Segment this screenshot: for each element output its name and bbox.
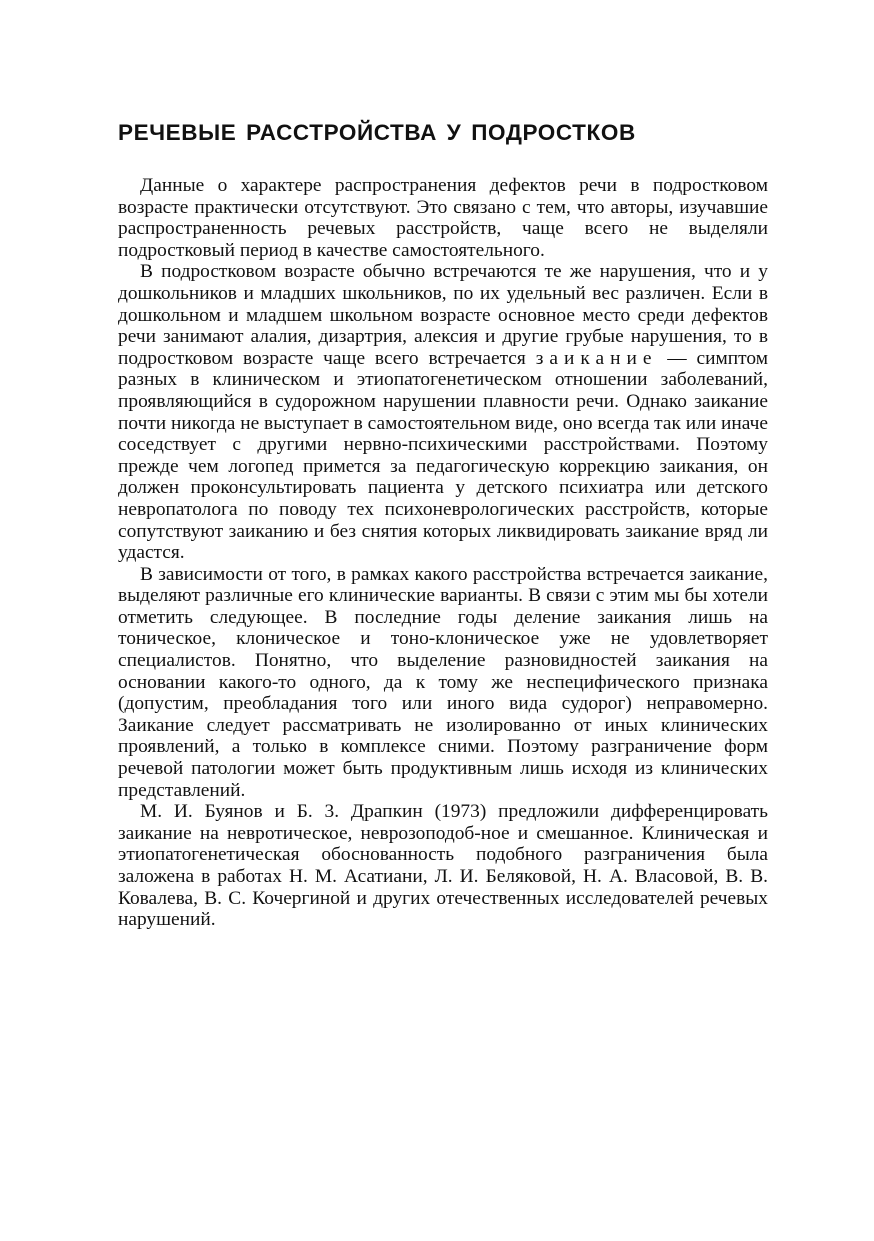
paragraph-3: В зависимости от того, в рамках какого расстройства встречается заикание, выделяют различные его клинические варианты. В связи с этим мы бы хотели отметить следующее. В последние годы деление заикания лишь на тоническое, клоническое и тоно-клоническое уже не удовлетворяет специалистов. Понятно, что выделение разновидностей заикания на основании какого-то одного, да к тому же неспецифического признака (допустим, преобладания того или иного вида судорог) неправомерно. Заикание следует рассматривать не изолированно от иных клинических проявлений, а только в комплексе сними. Поэтому разграничение форм речевой патологии может быть продуктивным лишь исходя из клинических представлений. bbox=[118, 563, 768, 801]
paragraph-2 bbox=[118, 261, 768, 563]
paragraph-2-emphasis: заикание bbox=[535, 347, 658, 369]
document-page bbox=[118, 118, 768, 931]
paragraph-4: М. И. Буянов и Б. 3. Драпкин (1973) предложили дифференцировать заикание на невротическое, неврозоподоб-ное и смешанное. Клиническая и этиопатогенетическая обоснованность подобного разграничения была заложена в работах Н. М. Асатиани, Л. И. Беляковой, Н. А. Власовой, В. В. Ковалева, В. С. Кочергиной и других отечественных исследователей речевых нарушений. bbox=[118, 801, 768, 931]
paragraph-2-text-after: — симптом разных в клиническом и этиопатогенетическом отношении заболеваний, проявляющийся в судорожном нарушении плавности речи. Однако заикание почти никогда не выступает в самостоятельном виде, оно всегда так или иначе соседствует с другими нервно-психическими расстройствами. Поэтому прежде чем логопед примется за педагогическую коррекцию заикания, он должен проконсультировать пациента у детского психиатра или детского невропатолога по поводу тех психоневрологических расстройств, которые сопутствуют заиканию и без снятия которых ликвидировать заикание вряд ли удастся. bbox=[118, 347, 768, 564]
paragraph-1: Данные о характере распространения дефектов речи в подростковом возрасте практически отсутствуют. Это связано с тем, что авторы, изучавшие распространенность речевых расстройств, чаще всего не выделяли подростковый период в качестве самостоятельного. bbox=[118, 175, 768, 261]
paragraph-2-text-before: В подростковом возрасте обычно встречаются те же нарушения, что и у дошкольников и младших школьников, по их удельный вес различен. Если в дошкольном и младшем школьном возрасте основное место среди дефектов речи занимают алалия, дизартрия, алексия и другие грубые нарушения, то в подростковом возрасте чаще всего встречается bbox=[118, 261, 768, 369]
chapter-title: РЕЧЕВЫЕ РАССТРОЙСТВА У ПОДРОСТКОВ bbox=[118, 120, 636, 145]
